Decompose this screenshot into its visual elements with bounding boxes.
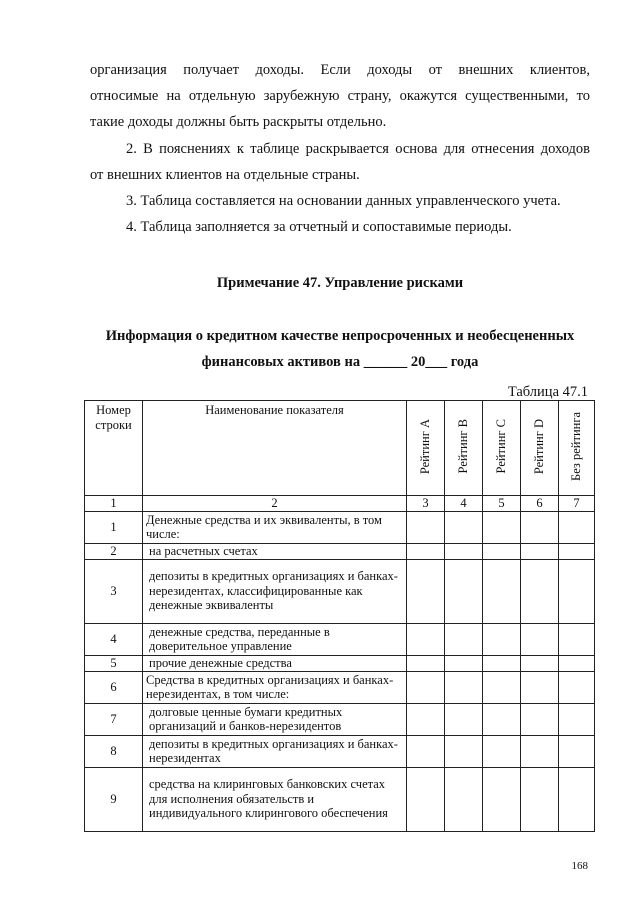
table-label: Таблица 47.1 [507,384,588,400]
row-name: прочие денежные средства [143,655,407,671]
table-row [85,623,595,655]
row-name: Денежные средства и их эквиваленты, в том числе: [143,511,407,543]
row-number: 5 [85,655,143,671]
table-row [85,703,595,735]
index-cell: 5 [483,496,521,512]
row-number: 4 [85,623,143,655]
row-number: 1 [85,511,143,543]
row-name: депозиты в кредитных организациях и банках-нерезидентах [143,735,407,767]
table-index-row [85,496,595,512]
row-name: Средства в кредитных организациях и банках-нерезидентах, в том числе: [143,671,407,703]
table-header-row [85,401,595,496]
table-row [85,767,595,831]
paragraph-2-line-2: от внешних клиентов на отдельные страны. [90,167,360,183]
table-row [85,671,595,703]
table-title-line-1: Информация о кредитном качестве непросроченных и необесцененных [105,328,575,344]
row-number: 3 [85,559,143,623]
table-row [85,735,595,767]
header-row-number: Номер строки [85,401,143,496]
page-number: 168 [571,860,588,872]
paragraph-2-line-1: 2. В пояснениях к таблице раскрывается основа для отнесения доходов [126,141,590,157]
row-name: депозиты в кредитных организациях и банках-нерезидентах, классифицированные как денежные эквиваленты [143,559,407,623]
index-cell: 7 [559,496,595,512]
header-no-rating: Без рейтинга [559,401,595,496]
intro-line-2: относимые на отдельную зарубежную страну, окажутся существенными, то [90,88,590,104]
paragraph-4: 4. Таблица заполняется за отчетный и сопоставимые периоды. [126,219,512,235]
row-name: денежные средства, переданные в доверительное управление [143,623,407,655]
table-row [85,543,595,559]
index-cell: 4 [445,496,483,512]
row-number: 7 [85,703,143,735]
row-number: 2 [85,543,143,559]
credit-quality-table [84,400,595,832]
row-name: долговые ценные бумаги кредитных организаций и банков-нерезидентов [143,703,407,735]
intro-line-1: организация получает доходы. Если доходы от внешних клиентов, [90,62,590,78]
header-rating-d: Рейтинг D [521,401,559,496]
header-rating-c: Рейтинг C [483,401,521,496]
row-number: 9 [85,767,143,831]
row-name: средства на клиринговых банковских счетах для исполнения обязательств и индивидуального клирингового обеспечения [143,767,407,831]
table-row [85,655,595,671]
row-name: на расчетных счетах [143,543,407,559]
paragraph-3: 3. Таблица составляется на основании данных управленческого учета. [126,193,561,209]
row-number: 6 [85,671,143,703]
table-row [85,559,595,623]
index-cell: 1 [85,496,143,512]
index-cell: 6 [521,496,559,512]
header-rating-b: Рейтинг B [445,401,483,496]
header-rating-a: Рейтинг A [407,401,445,496]
index-cell: 2 [143,496,407,512]
section-title: Примечание 47. Управление рисками [216,275,464,291]
table-row [85,511,595,543]
header-indicator: Наименование показателя [143,401,407,496]
intro-line-3: такие доходы должны быть раскрыты отдельно. [90,114,387,130]
row-number: 8 [85,735,143,767]
index-cell: 3 [407,496,445,512]
table-title-line-2: финансовых активов на ______ 20___ года [201,354,479,370]
